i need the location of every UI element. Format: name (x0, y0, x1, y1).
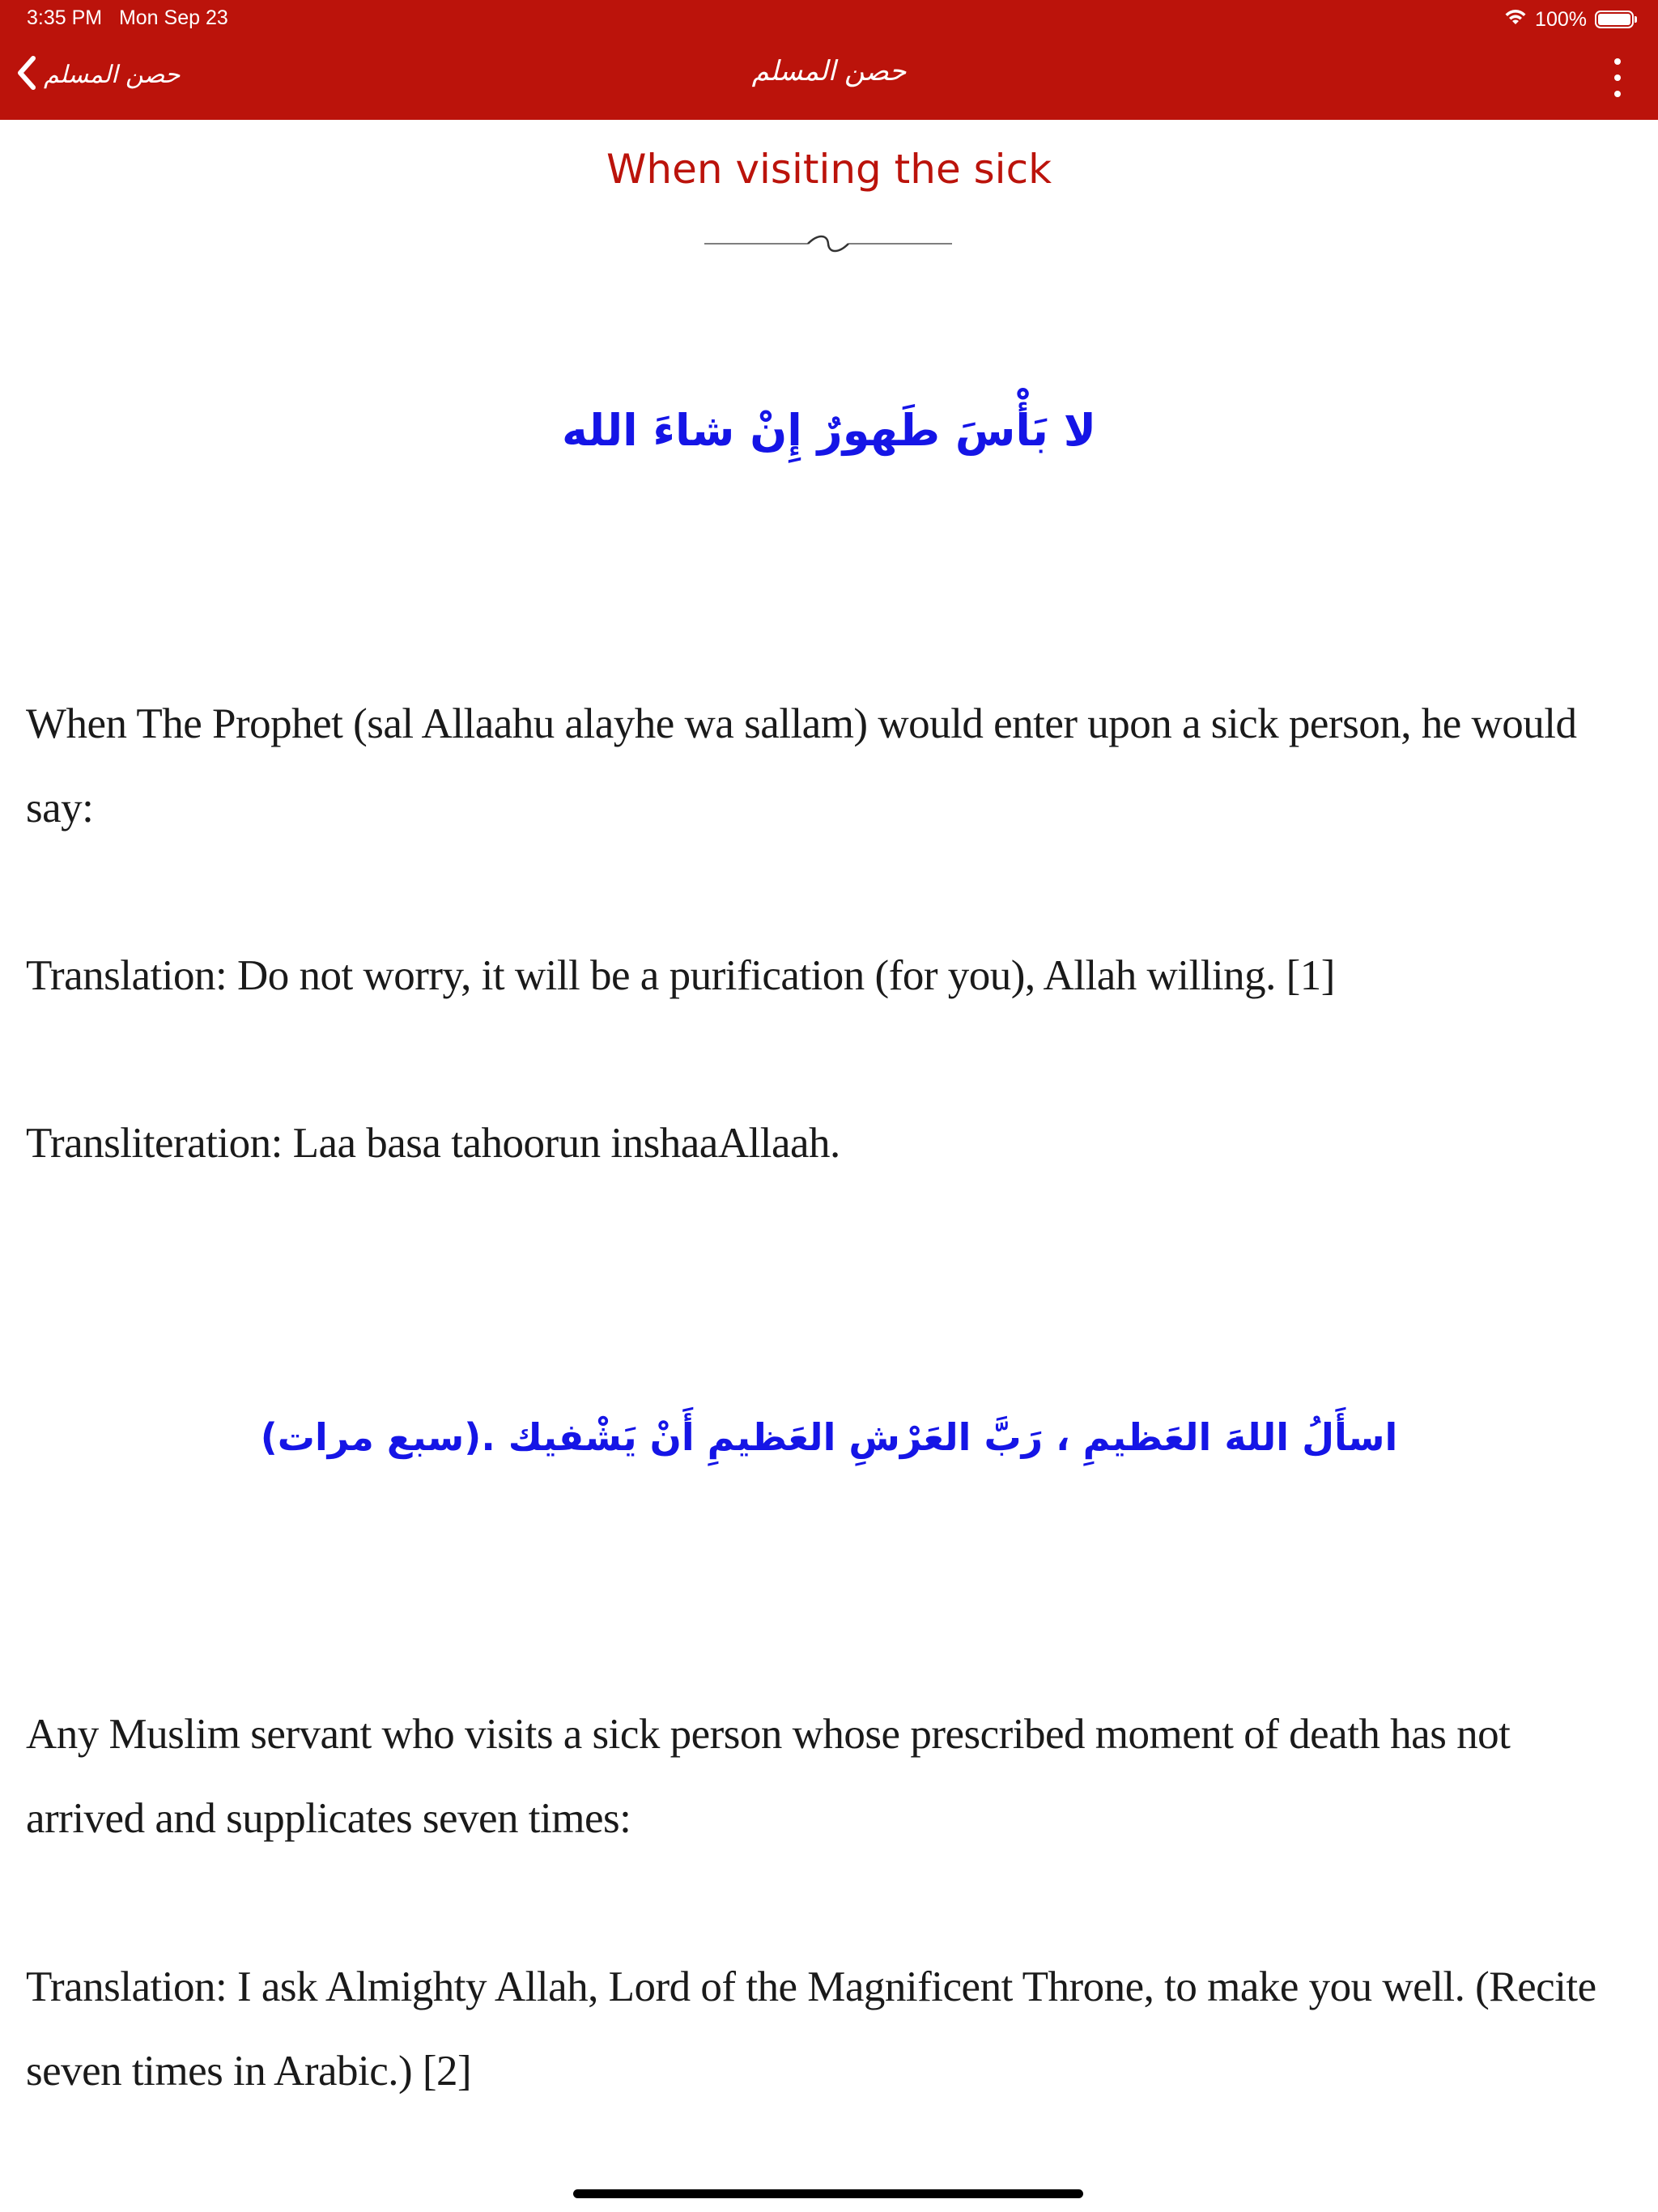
arabic-dua-2: اسأَلُ اللهَ العَظيمِ ، رَبَّ العَرْشِ العَظيمِ أَنْ يَشْفيك .(سبع مرات) (260, 1415, 1398, 1459)
home-indicator[interactable] (573, 2189, 1083, 2198)
nav-title: حصن المسلم (751, 55, 907, 87)
back-label: حصن المسلم (44, 60, 181, 89)
time-text: 3:35 PM (27, 6, 103, 29)
hadith-context-1: When The Prophet (sal Allaahu alayhe wa sallam) would enter upon a sick person, he would say: (26, 700, 1577, 832)
more-vertical-icon-dot (1614, 74, 1621, 81)
battery-fill (1598, 14, 1630, 25)
translation-1: Translation: Do not worry, it will be a purification (for you), Allah willing. [1] (26, 952, 1335, 999)
wifi-icon (1504, 8, 1527, 32)
battery-percent: 100% (1535, 7, 1587, 31)
translation-2: Translation: I ask Almighty Allah, Lord of the Magnificent Throne, to make you well. (Recite seven times in Arabic.) [2] (26, 1963, 1596, 2095)
arabic-dua-1: لا بَأْسَ طَهورٌ إِنْ شاءَ الله (562, 405, 1096, 456)
status-bar-time (27, 6, 228, 30)
page-title: When visiting the sick (606, 146, 1052, 193)
battery-icon (1595, 11, 1634, 28)
hadith-context-2: Any Muslim servant who visits a sick person whose prescribed moment of death has not arrived and supplicates seven times: (26, 1711, 1511, 1842)
app-header (0, 0, 1658, 120)
date-text: Mon Sep 23 (118, 6, 228, 29)
more-vertical-icon-dot (1614, 91, 1621, 97)
transliteration-1: Transliteration: Laa basa tahoorun inshaaAllaah. (26, 1120, 840, 1167)
more-vertical-icon-dot (1614, 58, 1621, 65)
status-bar-right (1504, 5, 1634, 34)
more-options-button[interactable] (1609, 58, 1626, 97)
ornament-divider-icon (704, 232, 952, 260)
